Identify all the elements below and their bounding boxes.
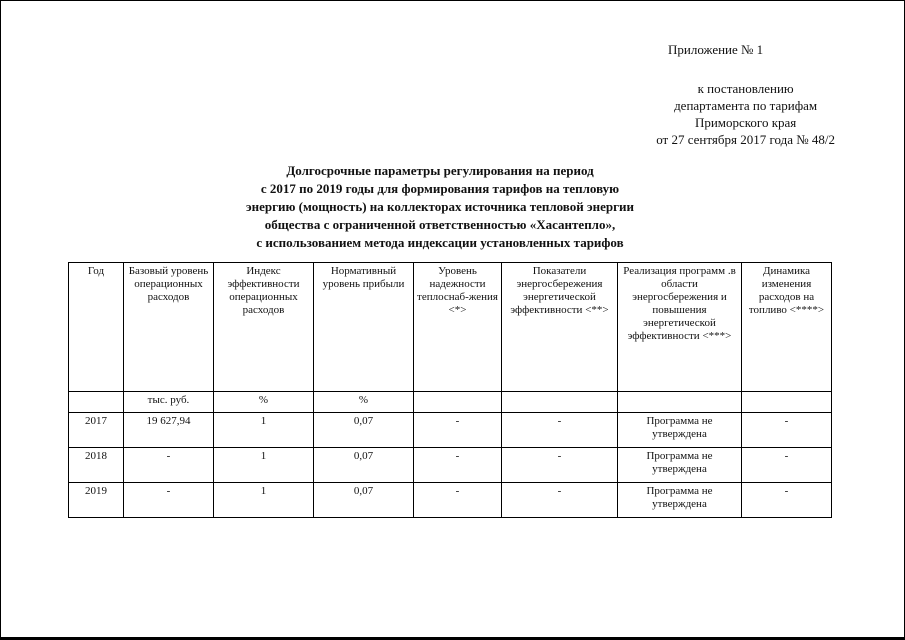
table-cell: 0,07 [314,448,414,483]
table-cell: 2018 [69,448,124,483]
unit-cell: тыс. руб. [124,392,214,413]
unit-cell [618,392,742,413]
table-cell: - [414,413,502,448]
parameters-table [68,262,832,518]
table-cell: 2017 [69,413,124,448]
table-cell: 0,07 [314,413,414,448]
unit-cell [742,392,832,413]
table-row [69,448,832,483]
column-header: Уровень надежности теплоснаб-жения <*> [414,263,502,392]
table-cell: Программа не утверждена [618,413,742,448]
unit-cell [69,392,124,413]
column-header: Год [69,263,124,392]
resolution-line: к постановлению [697,81,794,96]
unit-cell [502,392,618,413]
table-cell: - [742,483,832,518]
table-cell: 1 [214,448,314,483]
title-line: энергию (мощность) на коллекторах источника тепловой энергии [246,199,634,214]
table-cell: - [502,413,618,448]
units-row [69,392,832,413]
table-cell: - [414,483,502,518]
title-line: Долгосрочные параметры регулирования на период [286,163,594,178]
table-cell: 1 [214,483,314,518]
unit-cell: % [314,392,414,413]
table-row [69,413,832,448]
table-cell: - [742,448,832,483]
table-cell: Программа не утверждена [618,448,742,483]
title-line: общества с ограниченной ответственностью «Хасантепло», [264,217,616,232]
resolution-line: департамента по тарифам [674,98,818,113]
table-cell: 1 [214,413,314,448]
table-cell: - [502,448,618,483]
table-cell: - [124,483,214,518]
table-cell: 2019 [69,483,124,518]
table-cell: 0,07 [314,483,414,518]
table-cell: - [502,483,618,518]
column-header: Индекс эффективности операционных расходов [214,263,314,392]
resolution-line: от 27 сентября 2017 года № 48/2 [656,132,835,147]
title-line: с использованием метода индексации установленных тарифов [256,235,624,250]
unit-cell [414,392,502,413]
document-title [160,162,720,252]
column-header: Динамика изменения расходов на топливо <****> [742,263,832,392]
unit-cell: % [214,392,314,413]
table-cell: Программа не утверждена [618,483,742,518]
table-cell: - [742,413,832,448]
resolution-reference [656,80,835,148]
table-cell: - [414,448,502,483]
column-header: Показатели энергосбережения энергетической эффективности <**> [502,263,618,392]
column-header: Нормативный уровень прибыли [314,263,414,392]
appendix-label: Приложение № 1 [668,42,764,57]
table-cell: 19 627,94 [124,413,214,448]
column-header: Реализация программ .в области энергосбережения и повышения энергетической эффективности <***> [618,263,742,392]
column-header: Базовый уровень операционных расходов [124,263,214,392]
title-line: с 2017 по 2019 годы для формирования тарифов на тепловую [260,181,620,196]
table-row [69,483,832,518]
table-cell: - [124,448,214,483]
table-header-row [69,263,832,392]
resolution-line: Приморского края [694,115,797,130]
